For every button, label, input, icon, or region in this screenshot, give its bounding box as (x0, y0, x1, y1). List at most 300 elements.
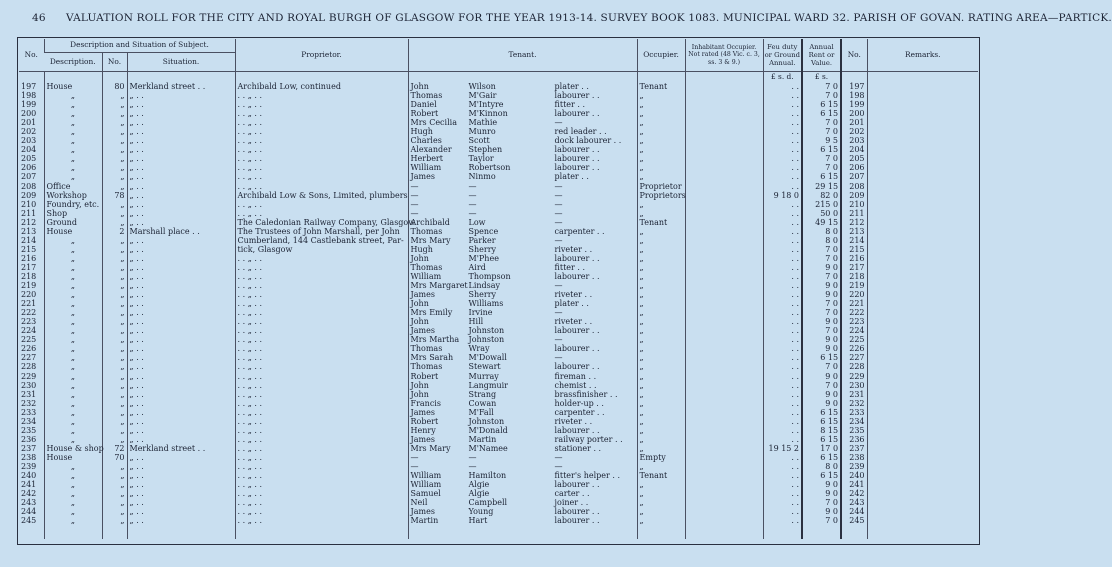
row-inhabitant (685, 353, 763, 362)
row-feu: . . (763, 154, 802, 163)
row-inhabitant (685, 227, 763, 236)
tenant-occupation: — (554, 235, 563, 245)
table-row (19, 109, 978, 118)
tenant-first-name: Hugh (410, 244, 433, 254)
row-occupier: „ (637, 172, 685, 181)
row-proprietor: The Trustees of John Marshall, per John (235, 227, 408, 236)
row-number-right: 216 (841, 254, 867, 263)
row-feu: . . (763, 100, 802, 109)
row-street-number: „ (102, 507, 127, 516)
tenant-first-name: Martin (410, 516, 439, 526)
tenant-occupation: labourer . . (554, 271, 600, 281)
row-remarks (867, 326, 978, 335)
tenant-first-name: Mrs Martha (410, 335, 460, 345)
tenant-occupation: riveter . . (554, 317, 593, 327)
row-inhabitant (685, 417, 763, 426)
row-situation: „ . . (127, 109, 235, 118)
row-number: 221 (21, 299, 37, 309)
table-row (19, 435, 978, 444)
row-description: „ (44, 381, 102, 390)
row-tenant (408, 317, 637, 326)
row-situation: „ . . (127, 299, 235, 308)
row-occupier: „ (637, 435, 685, 444)
row-inhabitant (685, 399, 763, 408)
row-remarks (867, 100, 978, 109)
row-number: 228 (21, 362, 37, 372)
row-remarks (867, 127, 978, 136)
row-inhabitant (685, 372, 763, 381)
row-feu: . . (763, 254, 802, 263)
row-tenant (408, 200, 637, 209)
tenant-first-name: John (410, 380, 429, 390)
row-number-right: 229 (841, 372, 867, 381)
tenant-first-name: William (410, 163, 442, 173)
row-number: 214 (21, 235, 37, 245)
row-situation: „ . . (127, 118, 235, 127)
col-no: No. (19, 39, 44, 72)
row-street-number: „ (102, 145, 127, 154)
row-feu: . . (763, 426, 802, 435)
row-number-right: 208 (841, 182, 867, 191)
row-occupier: „ (637, 209, 685, 218)
row-proprietor: . . „ . . (235, 390, 408, 399)
row-number: 201 (21, 118, 37, 128)
row-feu: . . (763, 272, 802, 281)
row-description: Foundry, etc. (44, 200, 102, 209)
row-number: 204 (21, 145, 37, 155)
row-number: 230 (21, 380, 37, 390)
row-feu: . . (763, 91, 802, 100)
row-street-number: „ (102, 281, 127, 290)
tenant-occupation: — (554, 118, 563, 128)
tenant-surname: — (468, 461, 477, 471)
row-number-right: 245 (841, 516, 867, 525)
row-tenant (408, 299, 637, 308)
tenant-surname: Johnston (468, 335, 505, 345)
row-number: 212 (21, 217, 37, 227)
row-occupier: „ (637, 308, 685, 317)
tenant-occupation: railway porter . . (554, 434, 623, 444)
row-tenant (408, 480, 637, 489)
row-inhabitant (685, 507, 763, 516)
row-proprietor: . . „ . . (235, 498, 408, 507)
col-desc-group: Description and Situation of Subject. (44, 39, 235, 52)
row-proprietor: . . „ . . (235, 127, 408, 136)
tenant-surname: Irvine (468, 308, 493, 318)
table-row (19, 272, 978, 281)
row-situation: „ . . (127, 435, 235, 444)
row-occupier: „ (637, 390, 685, 399)
row-rent: 6 15 (802, 145, 841, 154)
row-street-number: „ (102, 245, 127, 254)
row-situation: Marshall place . . (127, 227, 235, 236)
row-number: 234 (21, 416, 37, 426)
filler-row (19, 525, 978, 539)
row-feu: . . (763, 182, 802, 191)
row-situation: „ . . (127, 154, 235, 163)
row-proprietor: . . „ . . (235, 516, 408, 525)
row-number: 211 (21, 208, 37, 218)
row-situation: „ . . (127, 91, 235, 100)
row-number: 208 (21, 181, 37, 191)
row-proprietor: . . „ . . (235, 417, 408, 426)
tenant-first-name: — (410, 199, 419, 209)
row-proprietor: . . „ . . (235, 362, 408, 371)
row-remarks (867, 435, 978, 444)
row-feu: . . (763, 471, 802, 480)
tenant-occupation: fitter . . (554, 262, 586, 272)
row-number-right: 198 (841, 91, 867, 100)
table-row (19, 263, 978, 272)
row-inhabitant (685, 154, 763, 163)
table-row (19, 209, 978, 218)
row-situation: „ . . (127, 191, 235, 200)
tenant-occupation: — (554, 199, 563, 209)
row-street-number: „ (102, 335, 127, 344)
row-number-right: 215 (841, 245, 867, 254)
col-feu: Feu duty or Ground Annual. (763, 39, 802, 72)
row-tenant (408, 118, 637, 127)
row-number-right: 225 (841, 335, 867, 344)
row-street-number: „ (102, 263, 127, 272)
row-tenant (408, 308, 637, 317)
tenant-first-name: James (410, 326, 435, 336)
row-proprietor: . . „ . . (235, 444, 408, 453)
row-feu: . . (763, 408, 802, 417)
row-inhabitant (685, 317, 763, 326)
row-inhabitant (685, 326, 763, 335)
table-row (19, 127, 978, 136)
table-row (19, 163, 978, 172)
tenant-surname: Algie (468, 489, 490, 499)
row-situation: „ . . (127, 471, 235, 480)
row-description: Shop (44, 209, 102, 218)
row-rent: 7 0 (802, 516, 841, 525)
row-remarks (867, 163, 978, 172)
row-number-right: 242 (841, 489, 867, 498)
tenant-first-name: — (410, 452, 419, 462)
tenant-first-name: John (410, 299, 429, 309)
row-feu: . . (763, 462, 802, 471)
row-proprietor: . . „ . . (235, 462, 408, 471)
row-situation: „ . . (127, 263, 235, 272)
row-inhabitant (685, 516, 763, 525)
table-row (19, 145, 978, 154)
row-feu: . . (763, 335, 802, 344)
tenant-surname: Martin (468, 434, 497, 444)
tenant-surname: M'Namee (468, 443, 508, 453)
page-header (0, 12, 1112, 28)
row-number-right: 213 (841, 227, 867, 236)
row-proprietor: . . „ . . (235, 480, 408, 489)
row-proprietor: . . „ . . (235, 172, 408, 181)
row-number: 209 (21, 190, 37, 200)
row-proprietor: . . „ . . (235, 299, 408, 308)
row-feu: . . (763, 82, 802, 91)
row-remarks (867, 136, 978, 145)
row-proprietor: . . „ . . (235, 182, 408, 191)
row-tenant (408, 82, 637, 91)
row-number-right: 201 (841, 118, 867, 127)
row-rent: 6 15 (802, 109, 841, 118)
tenant-occupation: plater . . (554, 299, 589, 309)
table-row (19, 372, 978, 381)
tenant-occupation: riveter . . (554, 416, 593, 426)
row-tenant (408, 390, 637, 399)
row-number-right: 206 (841, 163, 867, 172)
row-street-number: „ (102, 290, 127, 299)
table-row (19, 344, 978, 353)
tenant-occupation: brassfinisher . . (554, 389, 618, 399)
row-description: „ (44, 362, 102, 371)
row-description: „ (44, 299, 102, 308)
row-feu: . . (763, 362, 802, 371)
row-rent: 7 0 (802, 91, 841, 100)
row-street-number: „ (102, 299, 127, 308)
row-feu: . . (763, 435, 802, 444)
row-situation: „ . . (127, 317, 235, 326)
row-occupier: „ (637, 498, 685, 507)
row-inhabitant (685, 245, 763, 254)
row-inhabitant (685, 100, 763, 109)
row-rent: 6 15 (802, 417, 841, 426)
tenant-first-name: John (410, 253, 429, 263)
row-street-number: „ (102, 91, 127, 100)
tenant-surname: Hamilton (468, 471, 507, 481)
row-description: „ (44, 163, 102, 172)
row-number-right: 226 (841, 344, 867, 353)
tenant-surname: Stewart (468, 362, 501, 372)
table-row (19, 362, 978, 371)
row-description: „ (44, 507, 102, 516)
table-row (19, 489, 978, 498)
row-tenant (408, 426, 637, 435)
tenant-surname: Stephen (468, 145, 503, 155)
row-tenant (408, 462, 637, 471)
row-proprietor: . . „ . . (235, 381, 408, 390)
row-inhabitant (685, 444, 763, 453)
row-remarks (867, 218, 978, 227)
row-number-right: 207 (841, 172, 867, 181)
row-number-right: 214 (841, 236, 867, 245)
table-row (19, 408, 978, 417)
row-street-number: 80 (102, 82, 127, 91)
row-number-right: 221 (841, 299, 867, 308)
row-number-right: 202 (841, 127, 867, 136)
tenant-occupation: labourer . . (554, 253, 600, 263)
row-proprietor: . . „ . . (235, 100, 408, 109)
row-feu: . . (763, 209, 802, 218)
tenant-occupation: labourer . . (554, 154, 600, 164)
row-remarks (867, 444, 978, 453)
tenant-surname: Langmuir (468, 380, 509, 390)
row-remarks (867, 172, 978, 181)
row-rent: 7 0 (802, 127, 841, 136)
tenant-surname: Mathie (468, 118, 498, 128)
tenant-surname: Sherry (468, 290, 497, 300)
tenant-surname: Ninmo (468, 172, 496, 182)
table-row (19, 218, 978, 227)
row-street-number: „ (102, 209, 127, 218)
row-rent: 7 0 (802, 254, 841, 263)
row-feu: . . (763, 145, 802, 154)
row-feu: . . (763, 218, 802, 227)
row-rent: 7 0 (802, 82, 841, 91)
row-number-right: 235 (841, 426, 867, 435)
row-rent: 82 0 (802, 191, 841, 200)
tenant-surname: — (468, 452, 477, 462)
row-tenant (408, 507, 637, 516)
tenant-first-name: Thomas (410, 344, 443, 354)
tenant-surname: Murray (468, 371, 499, 381)
row-occupier: „ (637, 109, 685, 118)
row-rent: 6 15 (802, 408, 841, 417)
row-street-number: „ (102, 317, 127, 326)
tenant-occupation: fitter's helper . . (554, 471, 620, 481)
tenant-occupation: — (554, 308, 563, 318)
row-occupier: „ (637, 290, 685, 299)
row-occupier: „ (637, 344, 685, 353)
row-number-right: 200 (841, 109, 867, 118)
row-situation: „ . . (127, 290, 235, 299)
row-description: „ (44, 127, 102, 136)
row-remarks (867, 82, 978, 91)
row-occupier: Empty (637, 453, 685, 462)
row-tenant (408, 326, 637, 335)
row-tenant (408, 444, 637, 453)
row-street-number: „ (102, 489, 127, 498)
row-proprietor: . . „ . . (235, 489, 408, 498)
tenant-surname: Williams (468, 299, 504, 309)
row-proprietor: . . „ . . (235, 507, 408, 516)
row-rent: 8 0 (802, 227, 841, 236)
row-inhabitant (685, 191, 763, 200)
row-feu: . . (763, 480, 802, 489)
table-row (19, 335, 978, 344)
tenant-first-name: John (410, 317, 429, 327)
row-street-number: „ (102, 272, 127, 281)
tenant-occupation: labourer . . (554, 145, 600, 155)
tenant-occupation: — (554, 452, 563, 462)
row-proprietor: . . „ . . (235, 344, 408, 353)
row-street-number: „ (102, 417, 127, 426)
row-proprietor: . . „ . . (235, 471, 408, 480)
row-occupier: „ (637, 408, 685, 417)
row-description: „ (44, 390, 102, 399)
row-remarks (867, 426, 978, 435)
row-occupier: „ (637, 381, 685, 390)
row-rent: 6 15 (802, 353, 841, 362)
row-rent: 7 0 (802, 308, 841, 317)
row-occupier: „ (637, 118, 685, 127)
row-street-number: 78 (102, 191, 127, 200)
row-street-number: „ (102, 399, 127, 408)
row-number: 198 (21, 91, 37, 101)
row-feu: . . (763, 172, 802, 181)
table-row (19, 236, 978, 245)
row-remarks (867, 281, 978, 290)
row-feu: . . (763, 381, 802, 390)
row-number: 239 (21, 461, 37, 471)
row-number-right: 211 (841, 209, 867, 218)
row-description: „ (44, 308, 102, 317)
tenant-first-name: Samuel (410, 489, 441, 499)
row-remarks (867, 372, 978, 381)
tenant-occupation: labourer . . (554, 480, 600, 490)
row-rent: 17 0 (802, 444, 841, 453)
row-occupier: Tenant (637, 82, 685, 91)
row-feu: . . (763, 127, 802, 136)
row-situation: „ . . (127, 335, 235, 344)
row-rent: 6 15 (802, 471, 841, 480)
row-number-right: 197 (841, 82, 867, 91)
row-rent: 7 0 (802, 381, 841, 390)
row-occupier: „ (637, 272, 685, 281)
row-number: 241 (21, 480, 37, 490)
row-street-number: „ (102, 381, 127, 390)
tenant-surname: — (468, 181, 477, 191)
row-number-right: 232 (841, 399, 867, 408)
row-occupier: „ (637, 362, 685, 371)
row-number: 222 (21, 308, 37, 318)
table-row (19, 462, 978, 471)
row-tenant (408, 353, 637, 362)
table-row (19, 326, 978, 335)
tenant-surname: M'Intyre (468, 100, 504, 110)
tenant-surname: Algie (468, 480, 490, 490)
table-row (19, 200, 978, 209)
row-proprietor: Archibald Low, continued (235, 82, 408, 91)
row-rent: 9 0 (802, 480, 841, 489)
row-remarks (867, 236, 978, 245)
row-remarks (867, 109, 978, 118)
row-tenant (408, 381, 637, 390)
row-occupier: „ (637, 326, 685, 335)
tenant-first-name: James (410, 172, 435, 182)
row-number-right: 217 (841, 263, 867, 272)
table-row (19, 317, 978, 326)
row-remarks (867, 91, 978, 100)
row-street-number: „ (102, 109, 127, 118)
tenant-surname: Taylor (468, 154, 494, 164)
row-description: „ (44, 136, 102, 145)
row-description: „ (44, 254, 102, 263)
row-tenant (408, 236, 637, 245)
row-remarks (867, 498, 978, 507)
row-proprietor: . . „ . . (235, 453, 408, 462)
table-row (19, 290, 978, 299)
row-occupier: „ (637, 145, 685, 154)
row-tenant (408, 245, 637, 254)
row-situation: „ . . (127, 100, 235, 109)
row-inhabitant (685, 109, 763, 118)
row-tenant (408, 227, 637, 236)
row-number: 197 (21, 82, 37, 91)
row-occupier: „ (637, 236, 685, 245)
table-row (19, 507, 978, 516)
row-occupier: „ (637, 372, 685, 381)
tenant-occupation: labourer . . (554, 109, 600, 119)
table-row (19, 399, 978, 408)
row-tenant (408, 154, 637, 163)
row-number: 207 (21, 172, 37, 182)
row-number: 213 (21, 226, 37, 236)
table-row (19, 353, 978, 362)
table-row (19, 281, 978, 290)
row-inhabitant (685, 272, 763, 281)
row-street-number: „ (102, 435, 127, 444)
row-remarks (867, 408, 978, 417)
